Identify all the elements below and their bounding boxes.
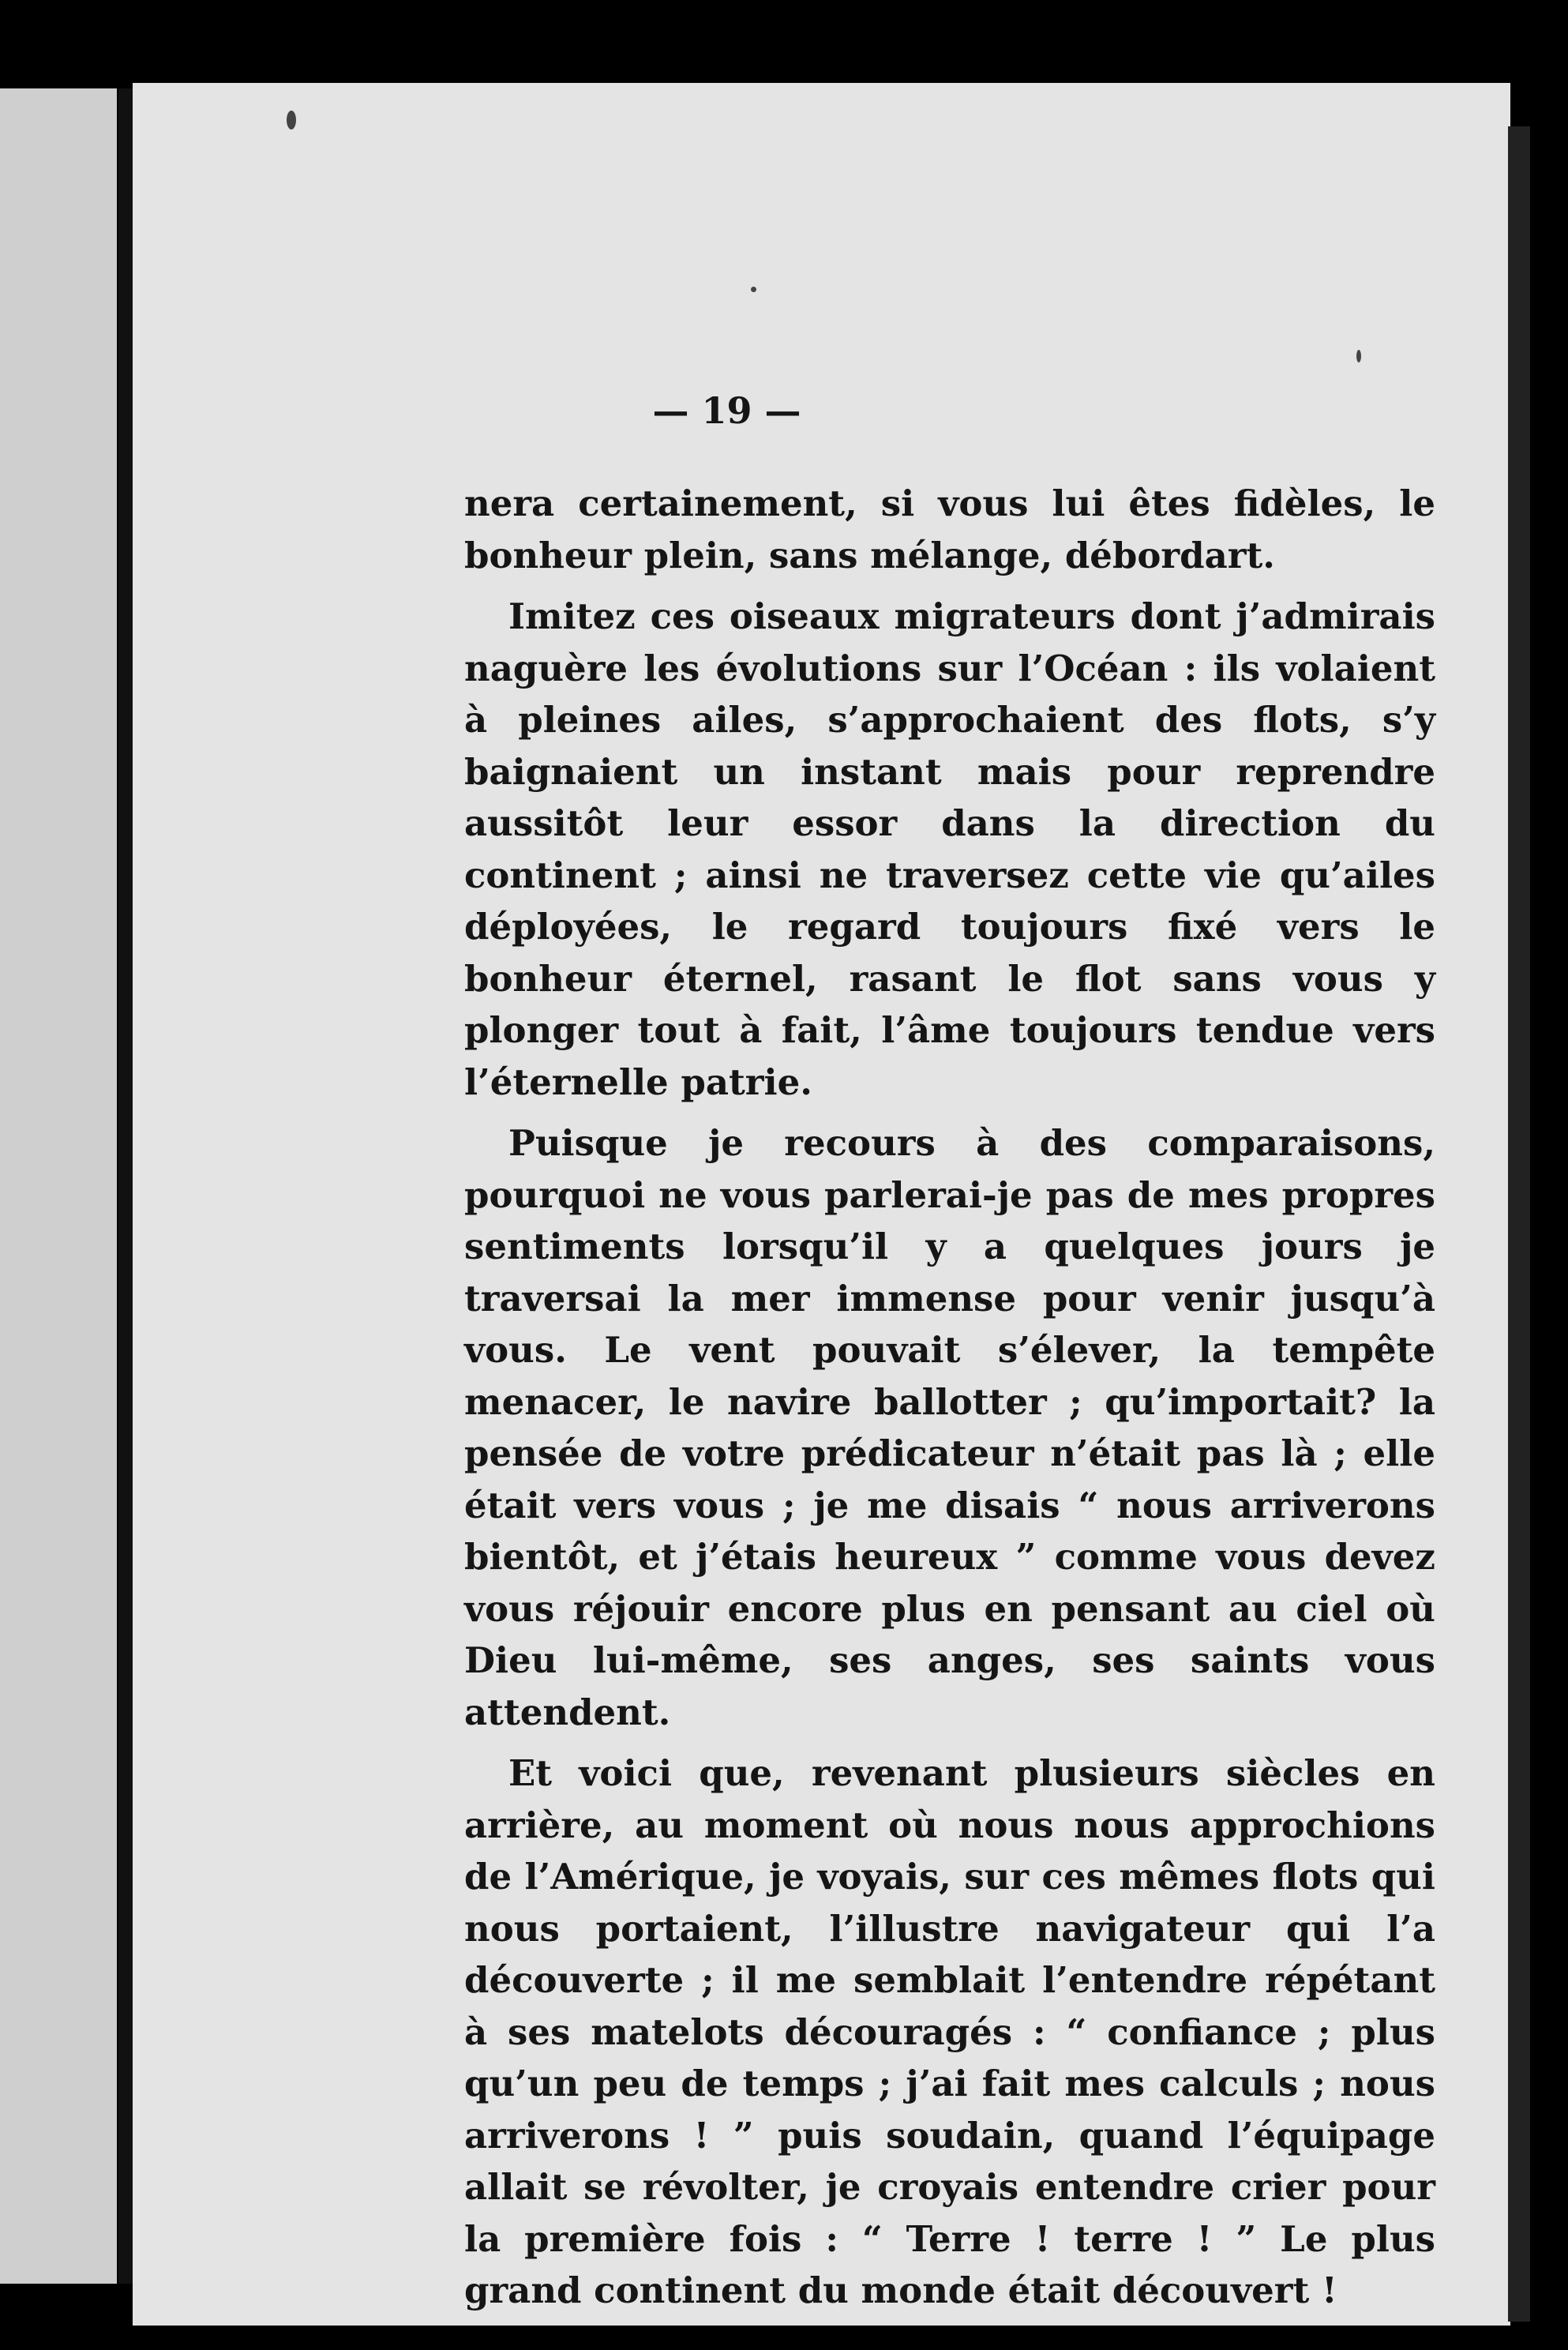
paragraph-3: Puisque je recours à des comparaisons, pourquoi ne vous parlerai-je pas de mes propres sentiments lorsqu’il y a quelques jours je traversai la mer immense pour venir jusqu’à vous. Le vent pouvait s’élever, la tempête menacer, le navire ballotter ; qu’importait? la pensée de votre prédicateur n’était pas là ; elle était vers vous ; je me disais “ nous arriverons bientôt, et j’étais heureux ” comme vous devez vous réjouir encore plus en pensant au ciel où Dieu lui-même, ses anges, ses saints vous attendent. (464, 1122, 1435, 1733)
page-shadow (1508, 126, 1530, 2322)
ink-speck (751, 287, 756, 292)
page-number: — 19 — (652, 389, 801, 432)
paragraph-1: nera certainement, si vous lui êtes fidèles, le bonheur plein, sans mélange, débordart. (464, 482, 1435, 576)
book-page (133, 83, 1510, 2326)
ink-speck (1356, 350, 1361, 362)
body-text (464, 478, 1435, 2326)
paragraph-4: Et voici que, revenant plusieurs siècles en arrière, au moment où nous nous approchions de l’Amérique, je voyais, sur ces mêmes flots qui nous portaient, l’illustre navigateur qui l’a découverte ; il me semblait l’entendre répétant à ses matelots découragés : “ confiance ; plus qu’un peu de temps ; j’ai fait mes calculs ; nous arriverons ! ” puis soudain, quand l’équipage allait se révolter, je croyais entendre crier pour la première fois : “ Terre ! terre ! ” Le plus grand continent du monde était découvert ! (464, 1752, 1435, 2311)
paragraph-2: Imitez ces oiseaux migrateurs dont j’admirais naguère les évolutions sur l’Océan : ils volaient à pleines ailes, s’approchaient des flots, s’y baignaient un instant mais pour reprendre aussitôt leur essor dans la direction du continent ; ainsi ne traversez cette vie qu’ailes déployées, le regard toujours fixé vers le bonheur éternel, rasant le flot sans vous y plonger tout à fait, l’âme toujours tendue vers l’éternelle patrie. (464, 595, 1435, 1103)
ink-speck (287, 111, 296, 130)
